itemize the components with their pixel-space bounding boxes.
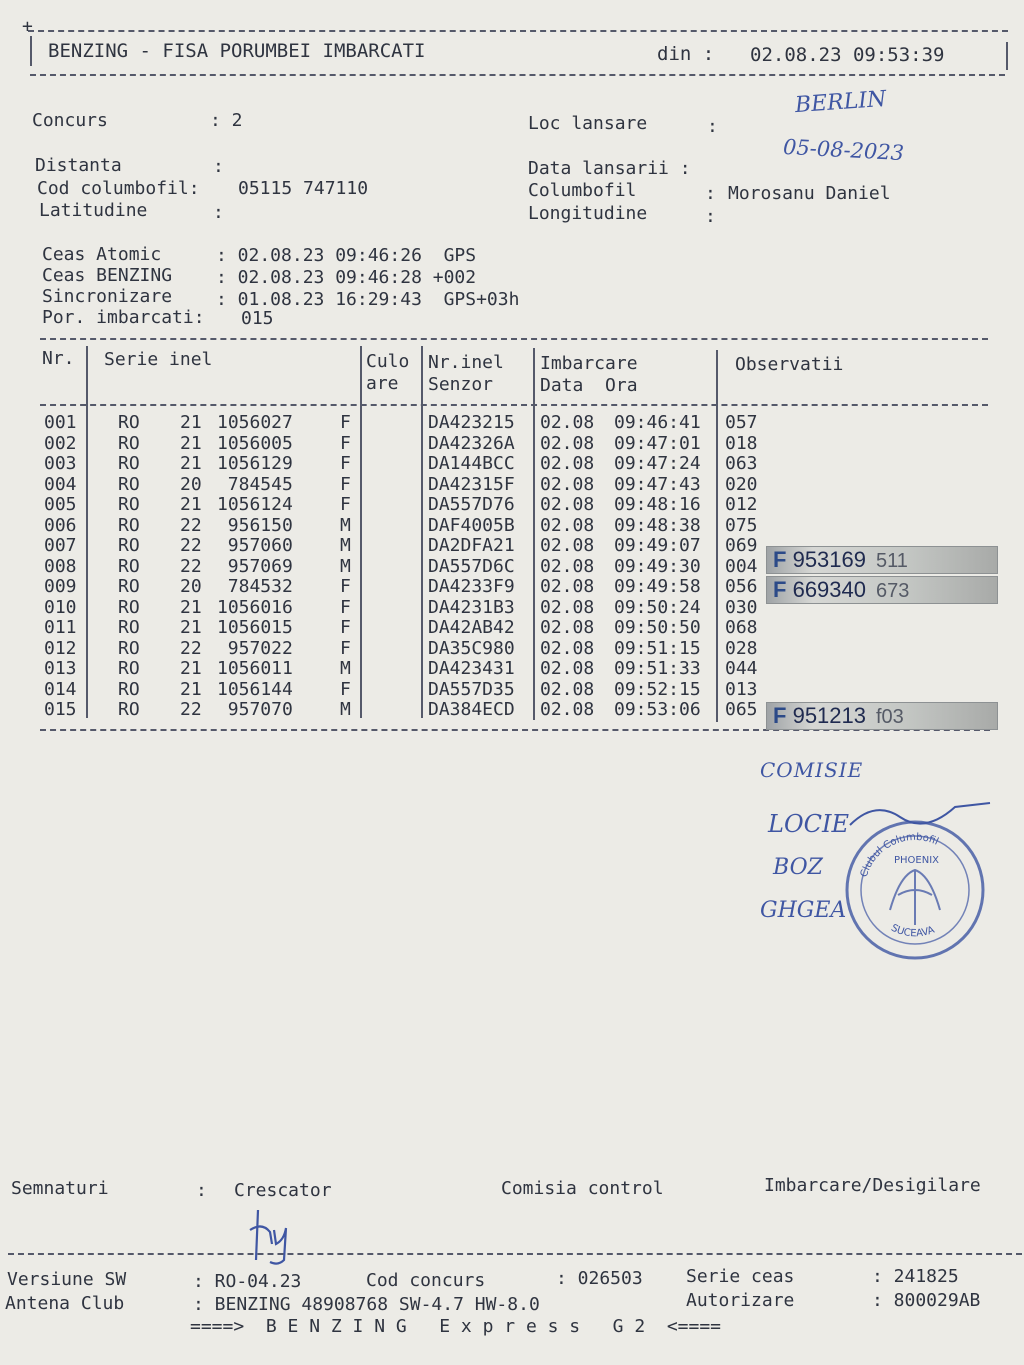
row-year: 20 [180,576,202,597]
row-country: RO [118,535,140,556]
row-nr: 004 [44,473,77,495]
row-ring: 1056129 [217,453,293,474]
row-date: 02.08 [540,699,595,720]
loc-lansare-handwritten: BERLIN [794,86,888,119]
col-sep-5 [716,350,718,722]
row-date: 02.08 [540,494,595,515]
row-country: RO [118,494,140,515]
row-time: 09:47:24 [614,453,701,474]
row-sex: F [340,453,351,474]
cod-concurs-label: Cod concurs [366,1270,486,1291]
row-time: 09:47:43 [614,473,701,495]
concurs-label: Concurs [32,110,108,131]
cod-columbofil-value: 05115 747110 [238,178,369,199]
stamp-bottom-text: SUCEAVA [889,922,937,940]
row-date: 02.08 [540,617,595,638]
row-ring: 1056124 [217,494,293,515]
crescator-label: Crescator [234,1180,332,1201]
row-time: 09:49:58 [614,576,701,597]
ring-sticker-1-number: 953169 [792,547,866,572]
row-date: 02.08 [540,596,595,618]
header-right-border [1006,42,1008,70]
row-year: 21 [180,453,202,474]
ring-sticker-3 [766,702,998,730]
row-sex: F [340,412,351,433]
col-header-data-ora: Data Ora [540,375,638,396]
imbarcare-desigilare-label: Imbarcare/Desigilare [764,1175,981,1196]
semnaturi-label: Semnaturi [11,1178,109,1199]
cod-concurs-value: : 026503 [556,1268,643,1289]
longitudine-label: Longitudine [528,203,648,224]
ring-sticker-1 [766,546,998,574]
row-time: 09:53:06 [614,699,701,720]
distanta-sep: : [213,156,224,177]
row-country: RO [118,412,140,433]
row-country: RO [118,473,140,495]
row-date: 02.08 [540,412,595,433]
loc-lansare-sep: : [707,116,718,137]
commission-name-2: BOZ [773,855,823,880]
longitudine-sep: : [705,206,716,227]
row-country: RO [118,699,140,720]
sincronizare-label: Sincronizare [42,286,173,307]
row-obs: 057 [725,412,758,433]
loc-lansare-label: Loc lansare [528,113,648,134]
row-ring: 957069 [227,555,293,577]
row-sensor: DA4233F9 [428,576,515,597]
row-nr: 010 [44,596,77,618]
table-top-rule [40,338,988,340]
header-din-label: din : [657,43,715,65]
svg-text:SUCEAVA [889,923,936,940]
row-date: 02.08 [540,432,595,454]
row-sex: M [340,535,351,556]
versiune-sw-value: : RO-04.23 [193,1271,302,1292]
row-year: 22 [180,637,202,659]
row-country: RO [118,617,140,638]
por-imbarcati-label: Por. imbarcati: [42,307,205,328]
benzing-express-banner: ====> B E N Z I N G E x p r e s s G 2 <==== [190,1316,722,1337]
row-sensor: DA4231B3 [428,596,515,618]
ceas-benzing-label: Ceas BENZING [42,265,173,286]
row-sex: F [340,432,351,454]
semnaturi-sep: : [196,1180,207,1201]
ceas-atomic-label: Ceas Atomic [42,244,162,265]
row-sensor: DA42326A [428,432,515,454]
table-header-rule [40,404,988,406]
stamp-middle-text: PHOENIX [894,855,940,866]
row-year: 21 [180,678,202,700]
row-year: 22 [180,514,202,536]
data-lansarii-handwritten: 05-08-2023 [782,134,905,166]
row-date: 02.08 [540,514,595,536]
row-sensor: DA423215 [428,412,515,433]
row-country: RO [118,678,140,700]
row-ring: 957022 [227,637,293,659]
columbofil-sep: : [705,183,716,204]
row-obs: 004 [725,555,758,577]
row-sex: F [340,494,351,515]
row-sex: M [340,658,351,679]
row-ring: 1056016 [217,596,293,618]
row-country: RO [118,432,140,454]
col-header-serie: Serie inel [104,349,213,370]
row-country: RO [118,658,140,679]
row-sensor: DA42AB42 [428,617,515,638]
antena-club-label: Antena Club [5,1293,125,1314]
row-sensor: DA384ECD [428,699,515,720]
row-date: 02.08 [540,555,595,577]
ring-sticker-3-number: 951213 [792,703,866,728]
col-sep-2 [360,346,362,718]
antena-club-value: : BENZING 48908768 SW-4.7 HW-8.0 [193,1294,540,1315]
ring-sticker-1-lead: F [773,547,787,572]
row-nr: 012 [44,637,77,659]
row-nr: 008 [44,555,77,577]
header-din-value: 02.08.23 09:53:39 [750,44,945,66]
row-time: 09:51:33 [614,658,701,679]
distanta-label: Distanta [35,155,122,176]
autorizare-value: : 800029AB [872,1290,981,1311]
row-year: 21 [180,596,202,618]
row-sensor: DA144BCC [428,453,515,474]
row-obs: 013 [725,678,758,700]
row-year: 21 [180,658,202,679]
row-country: RO [118,637,140,659]
autorizare-label: Autorizare [686,1290,795,1311]
row-year: 21 [180,412,202,433]
row-obs: 065 [725,699,758,720]
row-ring: 1056005 [217,432,293,454]
row-ring: 784545 [227,473,293,495]
row-date: 02.08 [540,473,595,495]
row-obs: 063 [725,453,758,474]
commission-signature [845,795,995,835]
row-date: 02.08 [540,678,595,700]
row-ring: 784532 [227,576,293,597]
row-ring: 1056015 [217,617,293,638]
comisia-control-label: Comisia control [501,1178,664,1199]
ceas-atomic-value: : 02.08.23 09:46:26 GPS [216,245,477,266]
col-header-senzor: Senzor [428,374,494,395]
row-nr: 007 [44,535,77,556]
stamp-top-text: Clubul Columbofil [858,831,941,879]
row-time: 09:49:30 [614,555,701,577]
row-nr: 001 [44,412,77,433]
col-header-culo: Culo [366,351,410,372]
row-country: RO [118,453,140,474]
row-ring: 1056027 [217,412,293,433]
row-time: 09:47:01 [614,432,701,454]
row-sex: M [340,514,351,536]
row-country: RO [118,576,140,597]
commission-name-1: LOCIE [768,810,849,838]
ring-sticker-2-number: 669340 [792,577,866,602]
row-nr: 003 [44,453,77,474]
row-nr: 005 [44,494,77,515]
row-date: 02.08 [540,576,595,597]
row-obs: 012 [725,494,758,515]
header-bottom-rule [30,74,1005,76]
club-stamp [840,815,990,965]
row-nr: 006 [44,514,77,536]
row-time: 09:51:15 [614,637,701,659]
col-sep-3 [421,346,423,718]
row-nr: 009 [44,576,77,597]
row-time: 09:50:24 [614,596,701,618]
latitudine-label: Latitudine [39,200,148,221]
versiune-sw-label: Versiune SW [7,1269,127,1290]
row-year: 21 [180,432,202,454]
row-sensor: DA557D76 [428,494,515,515]
row-obs: 069 [725,535,758,556]
row-nr: 013 [44,658,77,679]
row-date: 02.08 [540,658,595,679]
row-ring: 957060 [227,535,293,556]
row-sensor: DA42315F [428,473,515,495]
row-obs: 044 [725,658,758,679]
row-obs: 056 [725,576,758,597]
row-obs: 020 [725,473,758,495]
ring-sticker-1-tail: 511 [876,550,908,572]
row-year: 22 [180,555,202,577]
commission-name-3: GHGEA [760,898,847,923]
col-sep-4 [533,348,535,720]
row-year: 22 [180,699,202,720]
header-top-rule [28,30,1008,32]
row-date: 02.08 [540,535,595,556]
latitudine-sep: : [213,202,224,223]
col-header-culo-2: are [366,373,399,394]
row-obs: 075 [725,514,758,536]
row-year: 20 [180,473,202,495]
row-time: 09:52:15 [614,678,701,700]
row-ring: 1056144 [217,678,293,700]
row-time: 09:48:16 [614,494,701,515]
row-date: 02.08 [540,453,595,474]
row-obs: 030 [725,596,758,618]
row-year: 22 [180,535,202,556]
data-lansarii-label: Data lansarii : [528,158,691,179]
row-sensor: DA2DFA21 [428,535,515,556]
header-title: BENZING - FISA PORUMBEI IMBARCATI [48,40,426,62]
ring-sticker-3-lead: F [773,703,787,728]
row-obs: 028 [725,637,758,659]
footer-rule [8,1253,1022,1255]
ceas-benzing-value: : 02.08.23 09:46:28 +002 [216,267,477,288]
col-header-nrinel: Nr.inel [428,352,504,373]
row-time: 09:50:50 [614,617,701,638]
ring-sticker-2 [766,576,998,604]
row-ring: 957070 [227,699,293,720]
row-date: 02.08 [540,637,595,659]
row-sensor: DA557D6C [428,555,515,577]
row-time: 09:46:41 [614,412,701,433]
header-corner-plus: + [22,16,33,37]
row-nr: 015 [44,699,77,720]
comisie-handwritten: COMISIE [760,758,864,782]
header-left-border [30,36,32,66]
ring-sticker-2-tail: 673 [876,580,910,602]
row-country: RO [118,555,140,577]
columbofil-label: Columbofil [528,180,637,201]
col-sep-1 [86,346,88,718]
crescator-signature [240,1200,310,1270]
concurs-value: : 2 [210,110,243,131]
row-sensor: DAF4005B [428,514,515,536]
row-sensor: DA557D35 [428,678,515,700]
row-country: RO [118,514,140,536]
row-ring: 1056011 [217,658,293,679]
row-nr: 014 [44,678,77,700]
row-time: 09:48:38 [614,514,701,536]
col-header-nr: Nr. [42,348,75,369]
row-sex: F [340,617,351,638]
row-year: 21 [180,617,202,638]
ring-sticker-2-lead: F [773,577,787,602]
serie-ceas-label: Serie ceas [686,1266,795,1287]
row-sex: M [340,699,351,720]
row-sensor: DA35C980 [428,637,515,659]
row-sex: F [340,576,351,597]
cod-columbofil-label: Cod columbofil: [37,178,200,199]
row-sex: F [340,473,351,495]
row-year: 21 [180,494,202,515]
row-obs: 018 [725,432,758,454]
columbofil-value: Morosanu Daniel [728,183,891,204]
row-sex: F [340,637,351,659]
row-ring: 956150 [227,514,293,536]
row-sex: M [340,555,351,577]
por-imbarcati-value: 015 [241,308,274,329]
row-nr: 002 [44,432,77,454]
ring-sticker-3-tail: f03 [876,706,904,728]
col-header-imbarcare: Imbarcare [540,353,638,374]
row-sex: F [340,678,351,700]
col-header-observatii: Observatii [735,354,844,375]
serie-ceas-value: : 241825 [872,1266,959,1287]
row-nr: 011 [44,617,77,638]
row-sex: F [340,596,351,618]
row-obs: 068 [725,617,758,638]
row-time: 09:49:07 [614,535,701,556]
sincronizare-value: : 01.08.23 16:29:43 GPS+03h [216,289,520,310]
row-country: RO [118,596,140,618]
row-sensor: DA423431 [428,658,515,679]
